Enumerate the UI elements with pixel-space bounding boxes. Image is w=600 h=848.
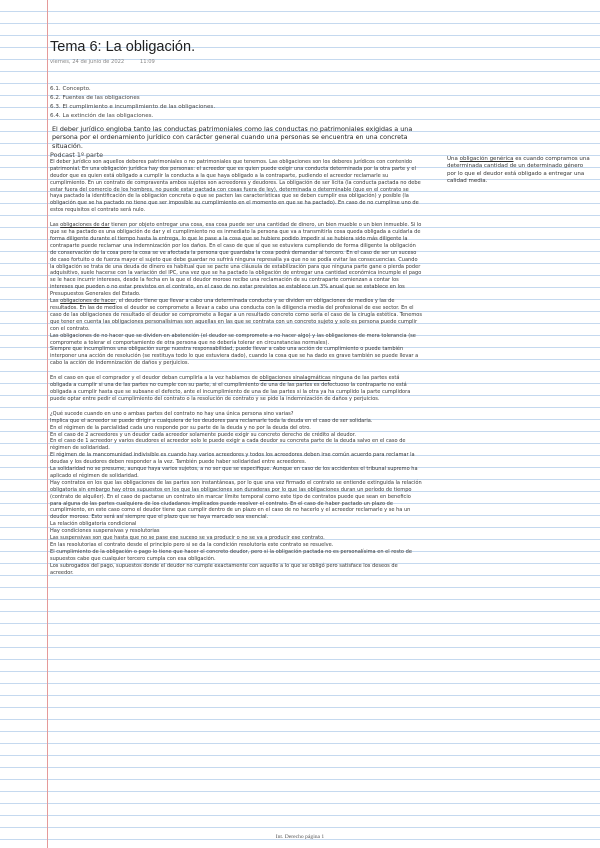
side-note-pre: Una: [447, 156, 460, 162]
side-note[interactable]: [447, 156, 592, 186]
paragraph-text: La solidaridad no se presume, aunque haya varios sujetos, a no ser que se especifique. Aunque en caso de los accidentes el tribunal supremo ha aplicado el régimen de solidaridad.: [50, 466, 418, 479]
body-paragraph: [50, 222, 422, 298]
paragraph-text: El deber jurídico son aquellos deberes patrimoniales o no patrimoniales que tenemos. Las obligaciones son los deberes jurídicos con contenido patrimonial. En una obligación jurídica hay dos personas: el acreedor que es quien puede exigir una conducta determinada por la otra parte y el deudor que es quien está obligado a cumplir la conducta a la que haya obligado a la contraparte, pudiendo el acreedor reclamarle su cumplimiento. En un contrato de compraventa ambos sujetos son acreedores y deudores. La obligación de ser lícita (la conducta pactada no debe estar fuera del comercio de los hombres, no puede estar pactada con cosas fuera de ley), determinada o determinable (que en el contrato se haya pactado la identificación de la obligación concreta o que se pacten las características que se deben cumplir esa obligación) y posible (la obligación que se ha pactado no tiene que ser imposible su cumplimiento en el momento en que se ha pactado). En caso de no cumplirse uno de estos requisitos el contrato será nulo.: [50, 158, 421, 214]
body-paragraph: [50, 438, 422, 452]
podcast-label[interactable]: Podcast 1º parte: [50, 150, 104, 159]
paragraph-text: En el régimen de la parcialidad cada uno responde por su parte de la deuda y no por la deuda del otro.: [50, 424, 311, 431]
paragraph-text: En el caso de 2 acreedores y un deudor cada acreedor solamente puede exigir su concreto derecho de crédito al deudor.: [50, 431, 356, 438]
body-paragraph: [50, 333, 422, 347]
body-paragraph: [50, 375, 422, 403]
paragraph-text: , el deudor tiene que llevar a cabo una determinada conducta y se dividen en obligaciones de medios y las de resultados. En las de medios el deudor se compromete a llevar a cabo una conducta con la diligencia media del profesional de ese sector. En el caso de las obligaciones de resultado el deudor se compromete a llegar a un resultado concreto como serla el caso de la cirugía estética. Tenemos que tener en cuenta las obligaciones personalísimas son aquellas en las que se contrata con un concreto sujeto y solo es persona puede cumplir con el contrato.: [50, 298, 422, 332]
note-date: viernes, 24 de junio de 2022: [50, 59, 125, 65]
body-paragraph: [50, 298, 422, 333]
side-note-emphasis: obligación genérica: [459, 156, 514, 162]
toc-item[interactable]: 6.3. El cumplimiento e incumplimiento de las obligaciones.: [50, 104, 216, 110]
paragraph-text: En las resolutorias el contrato desde el principio pero si se da la condición resolutoria este contrato se resuelve.: [50, 542, 334, 549]
paragraph-text: Las suspensivas son que hasta que no se pase ese suceso se va producir o no se va a producir ese contrato.: [50, 535, 325, 542]
paragraph-text: ¿Qué sucede cuando en uno o ambas partes del contrato no hay una única persona sino varias?: [50, 410, 294, 417]
paragraph-text: Hay condiciones suspensivas y resolutorias: [50, 528, 160, 535]
paragraph-lead: Las: [50, 222, 61, 229]
body-paragraph: [50, 466, 422, 480]
paragraph-term: obligaciones de hacer: [60, 298, 116, 305]
note-body[interactable]: [50, 159, 422, 577]
paragraph-text: ninguna de las partes está obligada a cumplir si una de las partes no cumple con su parte, si el cumplimiento de una de las partes es defectuoso la contraparte no está obligada a cumplir hasta que se subsane el defecto, ante el incumplimiento de una de las partes si la otra ya ha cumplido la parte cumplidora puede optar entre pedir el cumplimiento del contrato o la resolución de contrato y se pide la indemnización de daños y perjuicios.: [50, 375, 411, 402]
body-paragraph: [50, 432, 422, 439]
paragraph-term: obligaciones sinalagmáticas: [259, 375, 331, 382]
page-title[interactable]: Tema 6: La obligación.: [50, 39, 196, 55]
toc-item[interactable]: 6.1. Concepto.: [50, 86, 91, 92]
paragraph-lead: En el caso en que el comprador y el deudor deban cumplirla a la vez hablamos de: [50, 375, 260, 382]
paragraph-text: tienen por objeto entregar una cosa, esa cosa puede ser una cantidad de dinero, un bien mueble o un bien inmueble. Si lo que se ha pactado es una obligación de dar y el cumplimiento no es inmediato la persona que va a transmitirla cosa queda obligada a cuidarla de forma diligente durante el tiempo hasta la entrega, lo que le pase a la cosa que se hubiere podido impedir si se hubiera sido más diligente la contraparte puede reclamar una indemnización por los daños. En el caso de que sí que se estuviera cumpliendo de forma diligente la obligación de conservación de la cosa pero la cosa se ve afectada la persona que guardaba la cosa podrá demandar al tercero. En el caso de ser un suceso de caso fortuito o de fuerza mayor el sujeto que debe guardar no sufrirá ninguna represalia ya que no se podía evitar las consecuencias. Cuando la obligación se trata de una deuda de dinero es habitual que se pacte una cláusula de estabilización para que ninguna parte gane o pierda poder adquisitivo, suele hacerse con la variación del IPC, una vez que se ha pactado la obligación de entregar una cantidad económica incumple el pago se le hace incurrir intereses, desde la fecha en la que el deudor moroso recibe una reclamación de su contraparte comienzan a contar los intereses que pueden o no estar previstos en el contrato, en el caso de no estar previstos se establece un 3% anual que se establece en los Presupuestos Generales del Estado.: [50, 222, 422, 298]
paragraph-text: El cumplimiento de la obligación o pago lo tiene que hacer el concreto deudor, pero si la obligación pactada no es personalísima en el resto de supuestos cabe que cualquier tercero cumpla con esa obligación.: [50, 548, 412, 562]
note-page: [50, 30, 422, 577]
side-note-text: es cuando compramos una determinada cantidad de un determinado género por lo que el deudor está obligado a entregar una calidad media.: [447, 156, 590, 185]
body-paragraph: [50, 528, 422, 535]
body-paragraph: [50, 425, 422, 432]
paragraph-text: En el caso de 1 acreedor y varios deudores el acreedor solo le puede exigir a cada deudor su concreta parte de la deuda salvo en el caso de régimen de solidaridad.: [50, 438, 406, 452]
body-paragraph: [50, 480, 422, 521]
body-paragraph: [50, 542, 422, 549]
paragraph-text: Siempre que incumplimos una obligación surge nuestra responsabilidad, puede llevar a cabo una acción de cumplimiento o puede también interponer una acción de resolución (se restituya todo lo que estuviera dado), cuando la cosa que se ha dado es grave también se puede llevar a cabo la acción de indemnización de daños y perjuicios.: [50, 346, 419, 367]
paragraph-text: El régimen de la mancomunidad indivisible es cuando hay varios acreedores y todos los acreedores deben irse común acuerdo para reclamar la deudas y los deudores deben responder a la vez. También puede haber solidaridad entre acreedores.: [50, 452, 415, 466]
body-paragraph: [50, 418, 422, 425]
paragraph-text: Implica que el acreedor se puede dirigir a cualquiera de los deudores para reclamarle toda la deuda en el caso de ser solidaria.: [50, 417, 373, 424]
paragraph-text: Hay contratos en los que las obligaciones de las partes son instantáneas, por lo que una vez firmado el contrato se entiende extinguida la relación obligatoria sin embargo hay otros supuestos en los que las obligaciones son duraderas por lo que las obligaciones duran un período de tiempo (contrato de alquiler). En el caso de pactarse un contrato sin marcar límite temporal como este tipo de contratos puede que sean en beneficio para alguna de las partes cualquiera de los ciudadanos implicados puede resolver el contrato. En el caso de haber pactado un plazo de cumplimiento, en este caso como el deudor tiene que cumplir dentro de un plazo en el caso de no hacerlo y el acreedor reclamarle y se ha un deudor moroso. Esto será así siempre que el plazo que se haya marcado sea esencial.: [50, 479, 422, 521]
paragraph-text: La relación obligatoria condicional: [50, 521, 137, 528]
body-paragraph: [50, 563, 422, 577]
body-paragraph: [50, 521, 422, 528]
table-of-contents: [50, 85, 422, 121]
paragraph-text: Los subrogados del pago, supuestos donde el deudor no cumple exactamente con aquello a lo que se obligó pero satisface los deseos de acreedor.: [50, 562, 398, 576]
paragraph-spacer: [50, 367, 422, 375]
toc-item[interactable]: 6.4. La extinción de las obligaciones.: [50, 113, 154, 119]
paragraph-term: obligaciones de dar: [60, 222, 110, 229]
paragraph-text: Las obligaciones de no hacer que se dividen en abstención (el deudor se compromete a no hacer algo) y las obligaciones de mera tolerancia (se compromete a tolerar el comportamiento de otra persona que no debería tolerar en circunstancias normales).: [50, 332, 416, 346]
body-paragraph: [50, 346, 422, 367]
body-paragraph: [50, 159, 422, 214]
body-paragraph: [50, 452, 422, 466]
note-meta: [50, 59, 422, 65]
intro-paragraph[interactable]: El deber jurídico engloba tanto las conductas patrimoniales como las conductas no patrimoniales exigidas a una persona por el ordenamiento jurídico con carácter general cuando una personas se encuentra en una concreta situación.: [52, 125, 413, 150]
body-paragraph: [50, 549, 422, 563]
paragraph-lead: Las: [50, 298, 61, 305]
body-paragraph: [50, 535, 422, 542]
toc-item[interactable]: 6.2. Fuentes de las obligaciones: [50, 95, 140, 101]
body-paragraph: [50, 411, 422, 418]
notebook-margin-line: [47, 0, 48, 848]
paragraph-spacer: [50, 214, 422, 222]
note-time: 11:09: [139, 59, 155, 65]
page-footer: Int. Derecho página 1: [275, 834, 325, 840]
paragraph-spacer: [50, 403, 422, 411]
